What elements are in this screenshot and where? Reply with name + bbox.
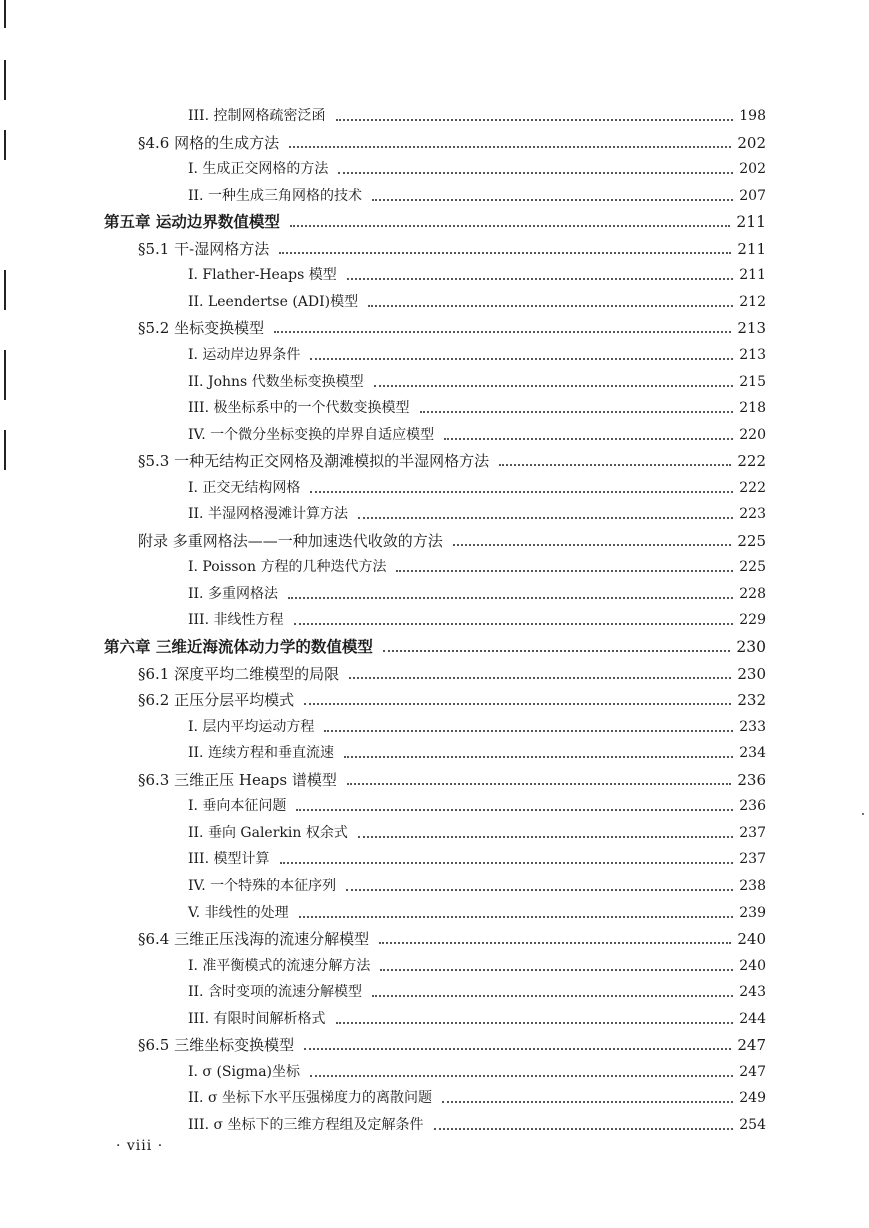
toc-entry-title: III. 控制网格疏密泛函 [188,108,326,124]
dot-leader [336,1021,734,1024]
toc-entry-section [138,687,766,713]
toc-entry-title: II. 含时变项的流速分解模型 [188,984,362,1000]
page-folio: · viii · [116,1138,164,1154]
dot-leader [358,516,733,519]
scan-margin-mark [4,130,6,160]
toc-entry-chapter [104,209,766,235]
dot-leader [420,410,734,413]
toc-entry-section [138,661,766,687]
toc-entry-page: 225 [739,559,766,575]
dot-leader [442,1100,733,1103]
dot-leader [349,676,731,679]
dot-leader [372,994,733,997]
toc-entry-page: 202 [739,161,766,177]
dot-leader [290,224,731,227]
toc-entry-title: I. Poisson 方程的几种迭代方法 [188,559,387,575]
toc-entry-page: 243 [739,984,766,1000]
toc-entry-title: II. 一种生成三角网格的技术 [188,188,362,204]
toc-entry-item [188,475,766,501]
toc-entry-item [188,953,766,979]
toc-entry-page: 223 [739,506,766,522]
toc-entry-item [188,395,766,421]
toc-entry-title: §6.5 三维坐标变换模型 [138,1036,295,1054]
toc-entry-page: 249 [739,1090,766,1106]
toc-entry-page: 236 [739,798,766,814]
toc-entry-page: 215 [739,374,766,390]
toc-entry-page: 225 [737,532,766,550]
dot-leader [372,198,733,201]
toc-entry-page: 254 [739,1117,766,1133]
scan-margin-mark [4,350,6,400]
toc-entry-title: III. 非线性方程 [188,612,284,628]
dot-leader [310,1074,733,1077]
toc-entry-page: 202 [737,134,766,152]
dot-leader [379,941,731,944]
dot-leader [347,277,734,280]
toc-entry-section [138,1032,766,1058]
dot-leader [280,861,734,864]
dot-leader [274,330,731,333]
toc-entry-item [188,262,766,288]
dot-leader [380,968,733,971]
toc-entry-title: I. 生成正交网格的方法 [188,161,329,177]
toc-entry-item [188,554,766,580]
toc-entry-page: 220 [739,427,766,443]
toc-entry-title: §5.1 干-湿网格方法 [138,240,270,258]
toc-entry-title: III. 模型计算 [188,851,270,867]
toc-entry-page: 207 [739,188,766,204]
toc-entry-title: 第六章 三维近海流体动力学的数值模型 [104,637,373,656]
toc-entry-page: 198 [739,108,766,124]
toc-entry-item [188,873,766,899]
toc-entry-appendix [138,528,766,554]
toc-entry-item [188,156,766,182]
toc-entry-title: §5.3 一种无结构正交网格及潮滩模拟的半湿网格方法 [138,452,490,470]
toc-entry-item [188,501,766,527]
toc-entry-title: §6.4 三维正压浅海的流速分解模型 [138,930,370,948]
toc-entry-title: III. σ 坐标下的三维方程组及定解条件 [188,1117,424,1133]
dot-leader [296,808,733,811]
toc-entry-item [188,581,766,607]
dot-leader [396,569,733,572]
toc-entry-item [188,289,766,315]
toc-entry-title: I. 垂向本征问题 [188,798,287,814]
toc-entry-title: IV. 一个微分坐标变换的岸界自适应模型 [188,427,435,443]
dot-leader [368,304,733,307]
toc-entry-page: 211 [736,213,766,231]
toc-entry-item [188,900,766,926]
toc-entry-section [138,130,766,156]
toc-entry-title: III. 有限时间解析格式 [188,1011,326,1027]
dot-leader [336,118,734,121]
dot-leader [346,888,733,891]
toc-entry-title: §6.1 深度平均二维模型的局限 [138,665,340,683]
toc-entry-title: I. σ (Sigma)坐标 [188,1064,301,1080]
dot-leader [344,755,733,758]
toc-entry-title: I. Flather-Heaps 模型 [188,267,337,283]
toc-entry-item [188,793,766,819]
dot-leader [434,1127,734,1130]
scan-margin-mark [4,430,6,470]
toc-entry-title: II. 半湿网格漫滩计算方法 [188,506,348,522]
scan-margin-mark [4,0,6,28]
toc-entry-section [138,926,766,952]
dot-leader [444,437,733,440]
toc-entry-title: 第五章 运动边界数值模型 [104,212,280,231]
toc-entry-page: 244 [739,1011,766,1027]
toc-entry-page: 240 [739,958,766,974]
toc-entry-page: 211 [737,240,766,258]
toc-entry-item [188,1006,766,1032]
toc-entry-title: II. 垂向 Galerkin 权余式 [188,825,348,841]
toc-entry-item [188,342,766,368]
dot-leader [299,915,734,918]
dot-leader [347,782,731,785]
dot-leader [279,251,731,254]
toc-entry-title: II. Leendertse (ADI)模型 [188,294,359,310]
toc-entry-page: 222 [739,480,766,496]
toc-entry-title: II. Johns 代数坐标变换模型 [188,374,364,390]
toc-entry-title: II. 多重网格法 [188,586,278,602]
toc-entry-title: 附录 多重网格法——一种加速迭代收敛的方法 [138,532,443,550]
toc-entry-title: V. 非线性的处理 [188,905,289,921]
toc-entry-item [188,1059,766,1085]
dot-leader [288,596,733,599]
toc-entry-section [138,236,766,262]
toc-entry-section [138,448,766,474]
scan-margin-mark [4,270,6,310]
toc-entry-item [188,422,766,448]
toc-entry-page: 247 [737,1036,766,1054]
toc-entry-item [188,846,766,872]
toc-entry-page: 218 [739,400,766,416]
toc-entry-item [188,607,766,633]
toc-entry-page: 212 [739,294,766,310]
toc-entry-item [188,740,766,766]
toc-entry-title: I. 运动岸边界条件 [188,347,301,363]
dot-leader [310,490,733,493]
toc-entry-item [188,1112,766,1138]
toc-entry-page: 238 [739,878,766,894]
dot-leader [383,649,731,652]
toc-entry-title: §5.2 坐标变换模型 [138,319,265,337]
toc-entry-page: 228 [739,586,766,602]
toc-entry-item [188,369,766,395]
dot-leader [499,463,731,466]
toc-entry-page: 240 [737,930,766,948]
dot-leader [338,171,733,174]
toc-entry-title: II. 连续方程和垂直流速 [188,745,334,761]
toc-entry-item [188,1085,766,1111]
toc-entry-page: 237 [739,851,766,867]
toc-entry-title: I. 层内平均运动方程 [188,719,315,735]
toc-entry-title: §6.2 正压分层平均模式 [138,691,295,709]
toc-entry-item [188,103,766,129]
toc-entry-page: 232 [737,691,766,709]
toc-entry-title: I. 正交无结构网格 [188,480,301,496]
toc-entry-title: §4.6 网格的生成方法 [138,134,280,152]
toc-entry-chapter [104,634,766,660]
toc-entry-item [188,183,766,209]
dot-leader [358,835,733,838]
dot-leader [304,1047,731,1050]
dot-leader [289,145,731,148]
toc-entry-title: III. 极坐标系中的一个代数变换模型 [188,400,410,416]
scan-margin-mark [4,60,6,100]
toc-entry-page: 229 [739,612,766,628]
toc-entry-page: 211 [739,267,766,283]
toc-entry-page: 247 [739,1064,766,1080]
toc-entry-page: 233 [739,719,766,735]
toc-entry-title: II. σ 坐标下水平压强梯度力的离散问题 [188,1090,432,1106]
toc-entry-item [188,820,766,846]
toc-entry-page: 230 [737,665,766,683]
toc-entry-section [138,315,766,341]
toc-entry-title: IV. 一个特殊的本征序列 [188,878,337,894]
toc-entry-title: I. 准平衡模式的流速分解方法 [188,958,371,974]
dot-leader [294,622,734,625]
toc-entry-page: 236 [737,771,766,789]
dot-leader [374,384,734,387]
toc-entry-page: 237 [739,825,766,841]
toc-entry-item [188,979,766,1005]
dot-leader [310,357,733,360]
toc-entry-page: 222 [737,452,766,470]
scan-speck [862,813,864,815]
toc-entry-section [138,767,766,793]
toc-entry-page: 213 [737,319,766,337]
toc-entry-title: §6.3 三维正压 Heaps 谱模型 [138,771,337,789]
dot-leader [453,543,732,546]
toc-entry-page: 234 [739,745,766,761]
toc-entry-page: 230 [736,638,766,656]
toc-entry-item [188,714,766,740]
dot-leader [304,702,731,705]
toc-entry-page: 213 [739,347,766,363]
dot-leader [324,729,733,732]
toc-entry-page: 239 [739,905,766,921]
